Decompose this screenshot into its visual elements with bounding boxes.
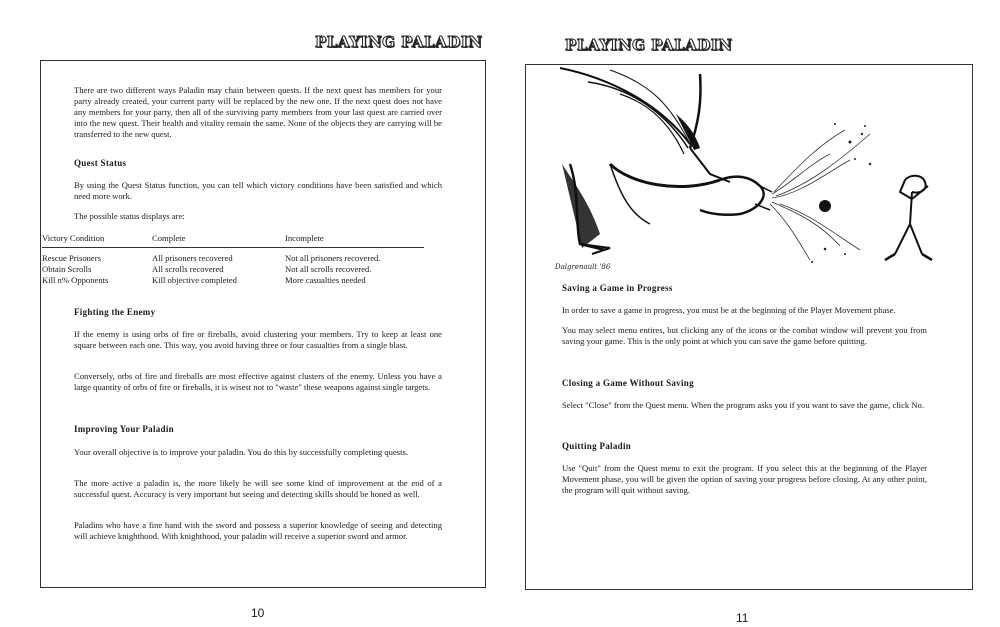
paragraph: By using the Quest Status function, you can tell which victory conditions have been satisfied and which need more work. bbox=[74, 180, 442, 201]
section-heading-saving: Saving a Game in Progress bbox=[562, 283, 673, 293]
paragraph: If the enemy is using orbs of fire or fireballs, avoid clustering your members. Try to keep at least one square between each one. This way, you avoid having three or four casualties from a single blast. bbox=[74, 329, 442, 350]
column-header: Complete bbox=[152, 233, 186, 243]
column-header: Incomplete bbox=[285, 233, 324, 243]
artist-signature: Dalgrenault '86 bbox=[555, 263, 611, 271]
table-row bbox=[42, 275, 424, 286]
paragraph: Paladins who have a fine hand with the sword and possess a superior knowledge of seeing and detecting will achieve knighthood. With knighthood, your paladin will receive a superior sword and armor. bbox=[74, 520, 442, 541]
paragraph: Conversely, orbs of fire and fireballs are most effective against clusters of the enemy. Unless you have a large quantity of orbs of fire or fireballs, it is wisest not to "waste" these weapons against single targets. bbox=[74, 371, 442, 392]
table-cell: Kill n% Opponents bbox=[42, 275, 109, 285]
table-header-row bbox=[42, 233, 424, 246]
table-cell: Kill objective completed bbox=[152, 275, 237, 285]
page-number: 10 bbox=[251, 606, 265, 620]
section-heading-quest-status: Quest Status bbox=[74, 158, 127, 168]
left-page bbox=[0, 0, 490, 627]
table-divider bbox=[42, 247, 424, 248]
right-page bbox=[510, 0, 1000, 627]
paragraph: Select "Close" from the Quest menu. When the program asks you if you want to save the game, click No. bbox=[562, 400, 924, 410]
section-heading-closing: Closing a Game Without Saving bbox=[562, 378, 694, 388]
paragraph: You may select menu entires, but clicking any of the icons or the combat window will prevent you from saving your game. This is the only point at which you can save the game before quitting. bbox=[562, 325, 927, 346]
fireball bbox=[819, 200, 831, 212]
warrior-figure bbox=[885, 176, 932, 260]
column-header: Victory Condition bbox=[42, 233, 105, 243]
paragraph: In order to save a game in progress, you must be at the beginning of the Player Movement phase. bbox=[562, 305, 896, 315]
page-header: PLAYING PALADIN bbox=[565, 36, 733, 54]
dragon-illustration bbox=[550, 64, 950, 274]
table-row bbox=[42, 264, 424, 275]
paragraph: The more active a paladin is, the more likely he will see some kind of improvement at the end of a successful quest. Accuracy is very important but seeing and detecting skills should be honed as well. bbox=[74, 478, 442, 499]
paragraph: Use "Quit" from the Quest menu to exit the program. If you select this at the beginning of the Player Movement phase, you will be given the option of saving your progress before closing. At any other point, the program will quit without saving. bbox=[562, 463, 927, 495]
section-heading-improving: Improving Your Paladin bbox=[74, 424, 174, 434]
table-cell: More casualties needed bbox=[285, 275, 366, 285]
paragraph: The possible status displays are: bbox=[74, 211, 185, 221]
fire-breath bbox=[770, 130, 870, 260]
table-cell: All prisoners recovered bbox=[152, 253, 233, 263]
page-header: PLAYING PALADIN bbox=[315, 33, 483, 51]
table-row bbox=[42, 253, 424, 264]
table-cell: Rescue Prisoners bbox=[42, 253, 101, 263]
table-cell: Not all prisoners recovered. bbox=[285, 253, 381, 263]
dragon-wing-shadow bbox=[562, 164, 600, 248]
table-cell: Not all scrolls recovered. bbox=[285, 264, 372, 274]
section-heading-fighting: Fighting the Enemy bbox=[74, 307, 156, 317]
intro-paragraph: There are two different ways Paladin may chain between quests. If the next quest has members for your party already created, your current party will be replaced by the new one. If the next quest does not have any members for your party, then all of the surviving party members from your last quest are carried over into the new quest. Their health and vitality remain the same. None of the objects they are carrying will be transferred to the new quest. bbox=[74, 85, 442, 139]
table-cell: Obtain Scrolls bbox=[42, 264, 92, 274]
paragraph: Your overall objective is to improve your paladin. You do this by successfully completing quests. bbox=[74, 447, 409, 457]
page-number: 11 bbox=[736, 611, 749, 625]
fire-sparks bbox=[811, 123, 871, 263]
section-heading-quitting: Quitting Paladin bbox=[562, 441, 632, 451]
table-cell: All scrolls recovered bbox=[152, 264, 224, 274]
status-table bbox=[42, 233, 424, 286]
